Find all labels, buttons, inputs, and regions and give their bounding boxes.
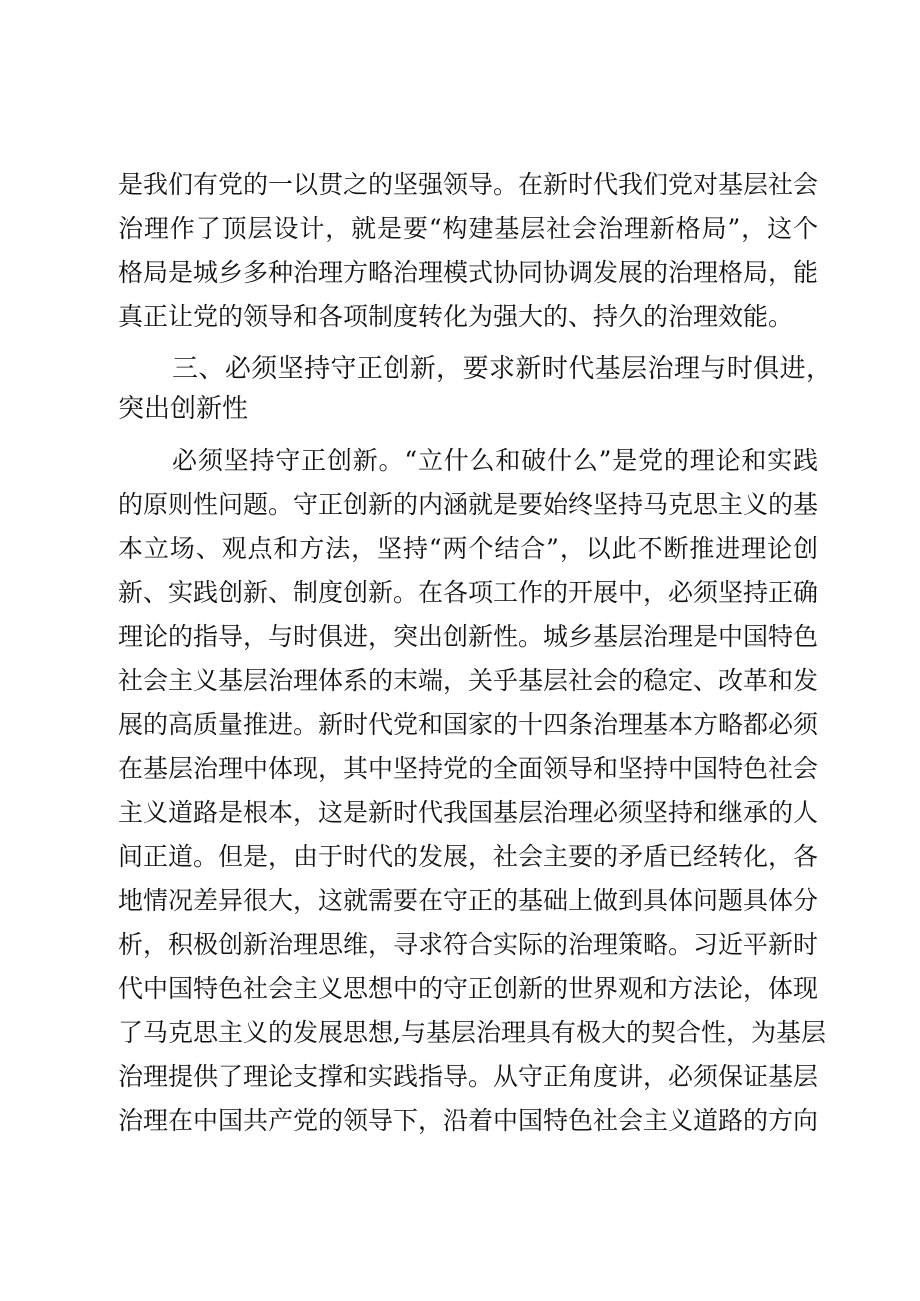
text-line: 新、实践创新、制度创新。在各项工作的开展中，必须坚持正确 <box>118 578 819 607</box>
section-heading-line: 三、必须坚持守正创新，要求新时代基层治理与时俱进， <box>172 354 832 384</box>
text-line: 真正让党的领导和各项制度转化为强大的、持久的治理效能。 <box>118 302 794 331</box>
text-line: 治理作了顶层设计，就是要“构建基层社会治理新格局”，这个 <box>118 214 818 243</box>
text-line: 必须坚持守正创新。“立什么和破什么”是党的理论和实践 <box>172 446 818 475</box>
text-line: 格局是城乡多种治理方略治理模式协同协调发展的治理格局，能 <box>118 258 819 287</box>
text-line: 了马克思主义的发展思想,与基层治理具有极大的契合性，为基层 <box>118 1018 826 1047</box>
text-line: 在基层治理中体现，其中坚持党的全面领导和坚持中国特色社会 <box>118 754 819 783</box>
text-line: 的原则性问题。守正创新的内涵就是要始终坚持马克思主义的基 <box>118 490 819 519</box>
text-line: 地情况差异很大，这就需要在守正的基础上做到具体问题具体分 <box>118 886 819 915</box>
text-line: 展的高质量推进。新时代党和国家的十四条治理基本方略都必须 <box>118 710 819 739</box>
text-line: 治理在中国共产党的领导下，沿着中国特色社会主义道路的方向 <box>118 1106 819 1135</box>
text-line: 本立场、观点和方法，坚持“两个结合”，以此不断推进理论创 <box>118 534 818 563</box>
text-line: 是我们有党的一以贯之的坚强领导。在新时代我们党对基层社会 <box>118 170 819 199</box>
text-line: 主义道路是根本，这是新时代我国基层治理必须坚持和继承的人 <box>118 798 819 827</box>
section-heading-line: 突出创新性 <box>118 394 249 424</box>
text-line: 代中国特色社会主义思想中的守正创新的世界观和方法论，体现 <box>118 974 819 1003</box>
text-line: 理论的指导，与时俱进，突出创新性。城乡基层治理是中国特色 <box>118 622 819 651</box>
text-line: 析，积极创新治理思维，寻求符合实际的治理策略。习近平新时 <box>118 930 819 959</box>
text-line: 间正道。但是，由于时代的发展，社会主要的矛盾已经转化，各 <box>118 842 819 871</box>
text-line: 社会主义基层治理体系的末端，关乎基层社会的稳定、改革和发 <box>118 666 819 695</box>
text-line: 治理提供了理论支撑和实践指导。从守正角度讲，必须保证基层 <box>118 1062 819 1091</box>
